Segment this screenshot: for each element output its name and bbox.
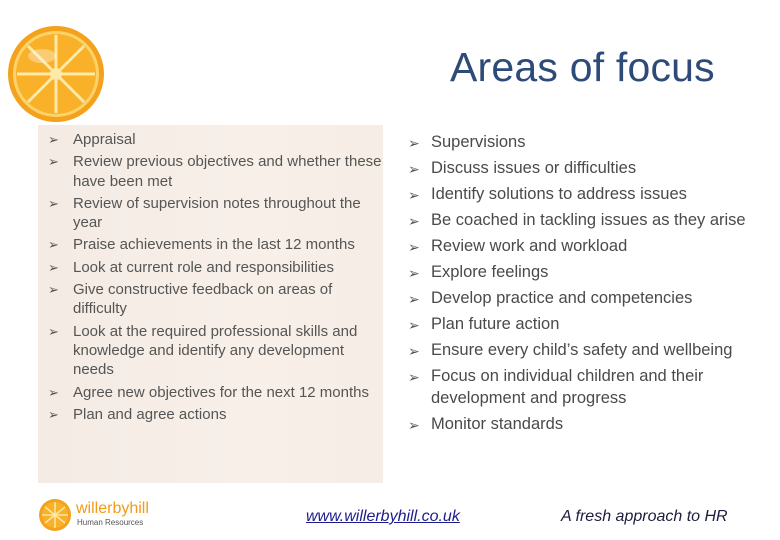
list-item: ➢ Plan and agree actions — [48, 405, 384, 424]
list-item: ➢ Identify solutions to address issues — [410, 183, 760, 205]
supervisions-list — [410, 131, 760, 439]
arrow-bullet-icon: ➢ — [408, 136, 420, 152]
arrow-bullet-icon: ➢ — [408, 344, 420, 360]
arrow-bullet-icon: ➢ — [408, 214, 420, 230]
arrow-bullet-icon: ➢ — [408, 318, 420, 334]
orange-slice-logo — [4, 22, 108, 126]
list-item: ➢ Plan future action — [410, 313, 760, 335]
appraisal-list — [48, 130, 384, 427]
arrow-bullet-icon: ➢ — [408, 418, 420, 434]
logo-subtitle: Human Resources — [77, 518, 144, 527]
arrow-bullet-icon: ➢ — [408, 266, 420, 282]
arrow-bullet-icon: ➢ — [48, 133, 59, 148]
arrow-bullet-icon: ➢ — [48, 238, 59, 254]
list-item: ➢ Praise achievements in the last 12 months — [48, 235, 384, 254]
list-item: ➢ Be coached in tackling issues as they arise — [410, 209, 760, 231]
arrow-bullet-icon: ➢ — [408, 240, 420, 256]
arrow-bullet-icon: ➢ — [48, 385, 59, 401]
list-item: ➢ Focus on individual children and their development and progress — [408, 367, 704, 407]
list-item: ➢ Supervisions — [410, 131, 760, 153]
list-item: ➢ Explore feelings — [410, 261, 760, 283]
arrow-bullet-icon: ➢ — [48, 407, 59, 423]
arrow-bullet-icon: ➢ — [48, 260, 59, 276]
arrow-bullet-icon: ➢ — [48, 324, 59, 340]
list-item: ➢ Review work and workload — [410, 235, 760, 257]
logo-wordmark: willerbyhill — [76, 500, 149, 517]
list-item: ➢ Appraisal — [48, 130, 384, 149]
arrow-bullet-icon: ➢ — [408, 292, 420, 308]
list-item: ➢ Look at the required professional skills and knowledge and identify any development needs — [48, 322, 358, 379]
list-item: ➢ Develop practice and competencies — [410, 287, 760, 309]
list-item: ➢ Discuss issues or difficulties — [410, 157, 760, 179]
arrow-bullet-icon: ➢ — [408, 162, 420, 178]
list-item: ➢ Agree new objectives for the next 12 months — [48, 383, 384, 402]
arrow-bullet-icon: ➢ — [408, 370, 420, 386]
list-item: ➢ Ensure every child’s safety and wellbeing — [410, 339, 760, 361]
arrow-bullet-icon: ➢ — [408, 188, 420, 204]
list-item: ➢ Review previous objectives and whether these have been met — [48, 153, 382, 190]
arrow-bullet-icon: ➢ — [48, 155, 59, 171]
willerbyhill-logo — [36, 492, 176, 534]
page-title: Areas of focus — [450, 44, 715, 90]
list-item: ➢ Monitor standards — [410, 413, 760, 435]
website-link[interactable]: www.willerbyhill.co.uk — [306, 508, 460, 525]
list-item: ➢ Look at current role and responsibilities — [48, 258, 384, 277]
arrow-bullet-icon: ➢ — [48, 283, 59, 299]
list-item: ➢ Review of supervision notes throughout the year — [48, 194, 361, 232]
tagline: A fresh approach to HR — [561, 508, 728, 525]
list-item: ➢ Give constructive feedback on areas of difficulty — [48, 281, 333, 318]
arrow-bullet-icon: ➢ — [48, 196, 59, 212]
